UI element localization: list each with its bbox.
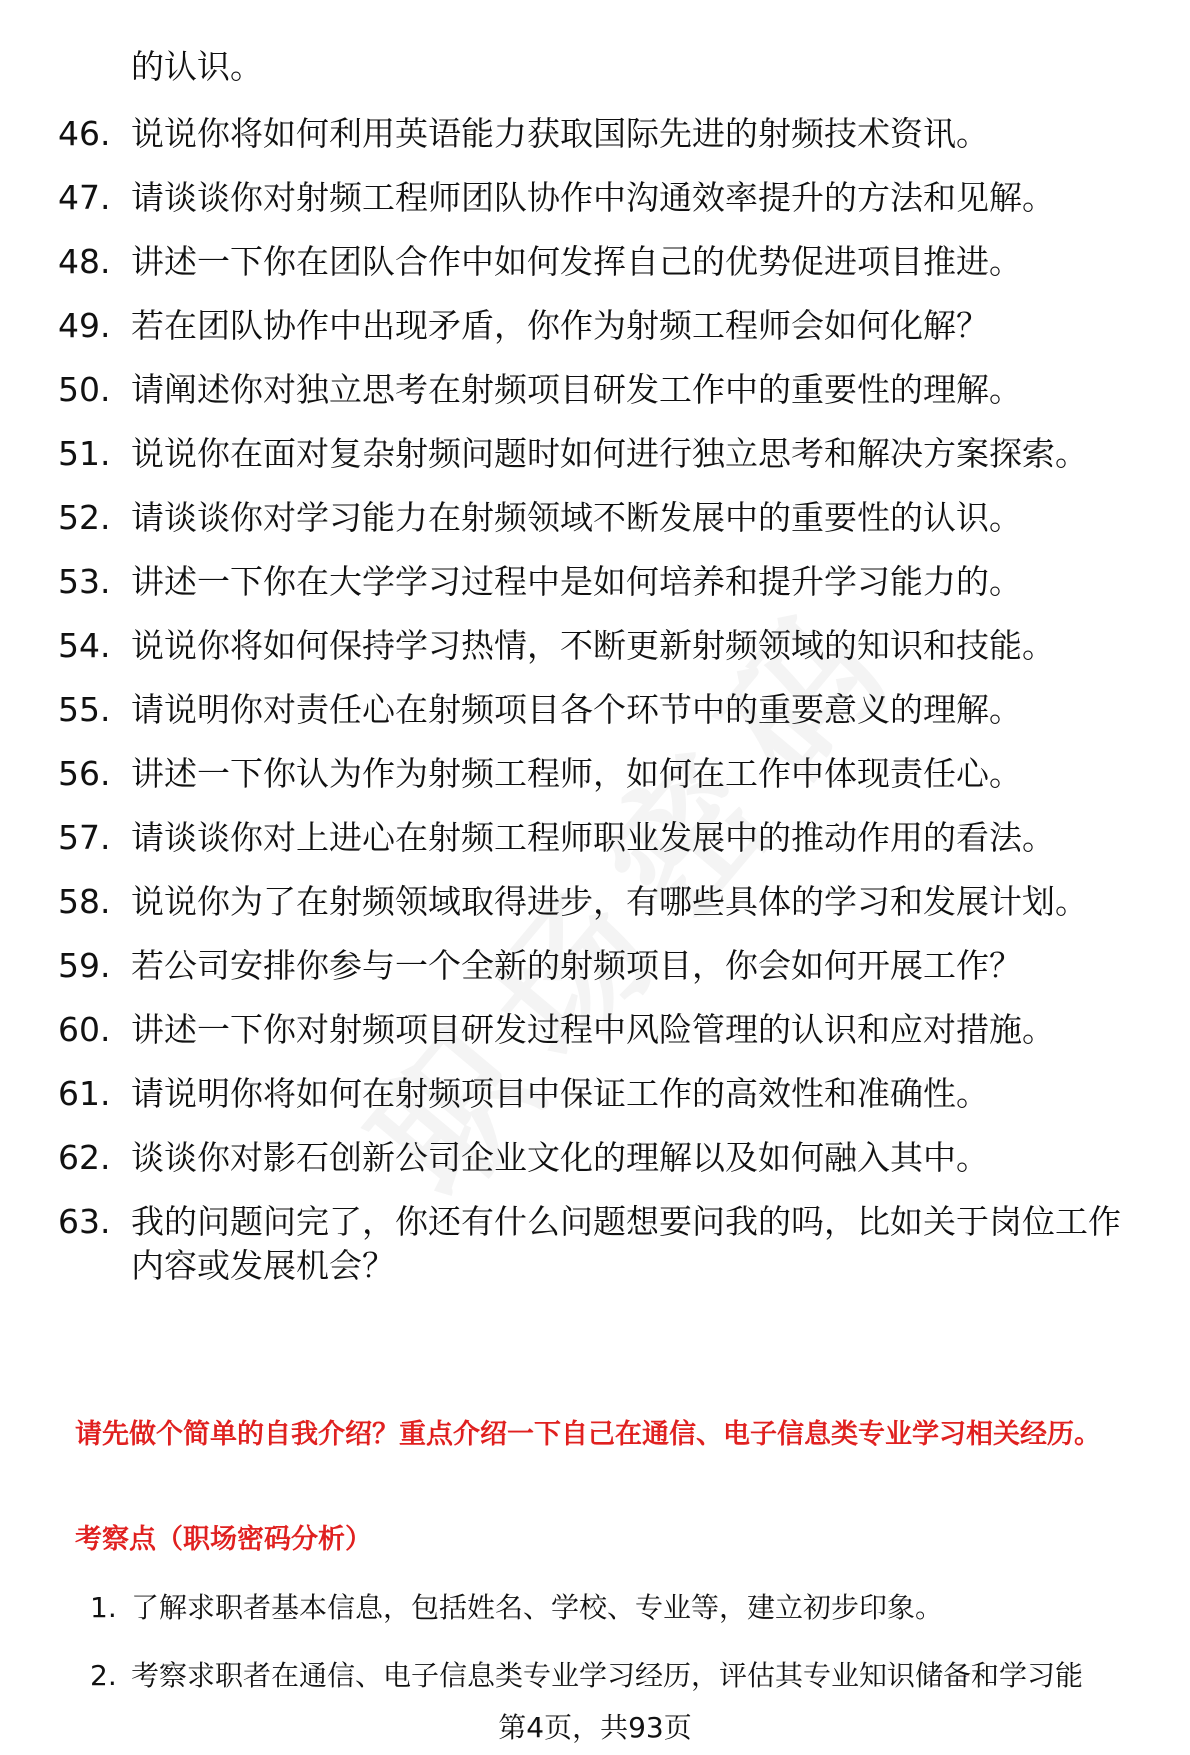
list-item — [0, 752, 1190, 796]
list-item — [0, 112, 1190, 156]
continuation-text: 的认识。 — [131, 47, 263, 86]
question-list — [0, 112, 1190, 1308]
list-item — [0, 1072, 1190, 1116]
item-number: 60. — [58, 1010, 111, 1049]
list-item — [0, 944, 1190, 988]
list-item — [0, 880, 1190, 924]
item-number: 53. — [58, 562, 111, 601]
item-text: 请说明你对责任心在射频项目各个环节中的重要意义的理解。 — [131, 690, 1022, 729]
item-number: 56. — [58, 754, 111, 793]
item-number: 57. — [58, 818, 111, 857]
list-item — [0, 688, 1190, 732]
item-number: 50. — [58, 370, 111, 409]
item-text: 请谈谈你对射频工程师团队协作中沟通效率提升的方法和见解。 — [131, 178, 1055, 217]
item-text: 考察求职者在通信、电子信息类专业学习经历，评估其专业知识储备和学习能 — [131, 1659, 1084, 1692]
item-text: 说说你将如何保持学习热情，不断更新射频领域的知识和技能。 — [131, 626, 1055, 665]
item-text: 讲述一下你在大学学习过程中是如何培养和提升学习能力的。 — [131, 562, 1022, 601]
item-text: 讲述一下你认为作为射频工程师，如何在工作中体现责任心。 — [131, 754, 1022, 793]
item-number: 59. — [58, 946, 111, 985]
list-item — [0, 176, 1190, 220]
item-text: 说说你为了在射频领域取得进步，有哪些具体的学习和发展计划。 — [131, 882, 1088, 921]
item-text: 讲述一下你在团队合作中如何发挥自己的优势促进项目推进。 — [131, 242, 1022, 281]
list-item — [0, 560, 1190, 604]
list-item — [0, 1588, 1190, 1628]
item-number: 49. — [58, 306, 111, 345]
item-number: 58. — [58, 882, 111, 921]
item-number: 51. — [58, 434, 111, 473]
item-number: 48. — [58, 242, 111, 281]
list-item — [0, 304, 1190, 348]
item-number: 47. — [58, 178, 111, 217]
item-number: 62. — [58, 1138, 111, 1177]
list-item — [0, 368, 1190, 412]
item-number: 63. — [58, 1202, 111, 1241]
item-text: 请谈谈你对上进心在射频工程师职业发展中的推动作用的看法。 — [131, 818, 1055, 857]
list-item — [0, 1136, 1190, 1180]
item-text: 若公司安排你参与一个全新的射频项目，你会如何开展工作？ — [131, 946, 1022, 985]
item-text: 谈谈你对影石创新公司企业文化的理解以及如何融入其中。 — [131, 1138, 989, 1177]
item-text: 说说你在面对复杂射频问题时如何进行独立思考和解决方案探索。 — [131, 434, 1088, 473]
list-item — [0, 432, 1190, 476]
item-text: 请阐述你对独立思考在射频项目研发工作中的重要性的理解。 — [131, 370, 1022, 409]
item-number: 61. — [58, 1074, 111, 1113]
item-number: 2. — [90, 1659, 117, 1692]
list-item — [0, 816, 1190, 860]
key-points-list — [0, 1588, 1190, 1724]
key-points-heading: 考察点（职场密码分析） — [75, 1524, 372, 1555]
list-item — [0, 1008, 1190, 1052]
item-number: 1. — [90, 1591, 117, 1624]
item-text: 请谈谈你对学习能力在射频领域不断发展中的重要性的认识。 — [131, 498, 1022, 537]
item-text: 若在团队协作中出现矛盾，你作为射频工程师会如何化解？ — [131, 306, 989, 345]
item-text: 请说明你将如何在射频项目中保证工作的高效性和准确性。 — [131, 1074, 989, 1113]
list-item — [0, 1656, 1190, 1696]
item-number: 55. — [58, 690, 111, 729]
list-item — [0, 240, 1190, 284]
item-text: 讲述一下你对射频项目研发过程中风险管理的认识和应对措施。 — [131, 1010, 1055, 1049]
item-number: 46. — [58, 114, 111, 153]
page-footer: 第4页，共93页 — [498, 1711, 692, 1744]
list-item — [0, 1200, 1190, 1288]
list-item — [0, 496, 1190, 540]
item-number: 54. — [58, 626, 111, 665]
item-text: 说说你将如何利用英语能力获取国际先进的射频技术资讯。 — [131, 114, 989, 153]
item-text: 我的问题问完了，你还有什么问题想要问我的吗，比如关于岗位工作内容或发展机会？ — [131, 1202, 1121, 1285]
item-text: 了解求职者基本信息，包括姓名、学校、专业等，建立初步印象。 — [131, 1591, 944, 1624]
item-number: 52. — [58, 498, 111, 537]
list-item — [0, 624, 1190, 668]
section-heading: 请先做个简单的自我介绍？重点介绍一下自己在通信、电子信息类专业学习相关经历。 — [75, 1419, 1101, 1450]
